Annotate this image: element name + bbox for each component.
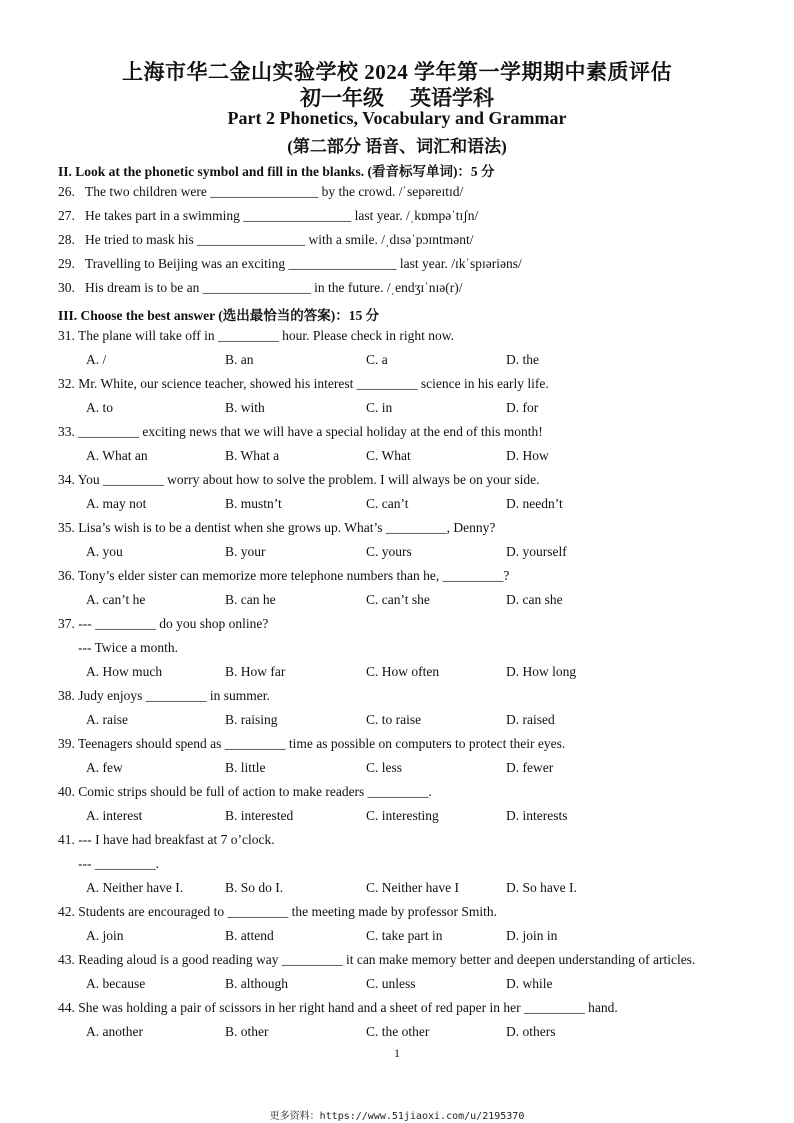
option-d: D. So have I. [506,880,577,895]
phonetic-item [58,280,463,296]
question-stem: 39. Teenagers should spend as _________ time as possible on computers to protect their eyes. [58,736,566,751]
option-b: B. So do I. [225,880,284,895]
phonetic-item [58,256,522,272]
option-a: A. few [86,760,123,775]
option-c: C. less [366,760,403,775]
item-text: The two children were ________________ by the crowd. /ˈsepəreɪtɪd/ [85,184,464,199]
option-d: D. while [506,976,553,991]
question-stem: 31. The plane will take off in _________ hour. Please check in right now. [58,328,455,343]
section-3-heading: III. Choose the best answer (选出最恰当的答案)：15 分 [58,308,380,323]
option-d: D. needn’t [506,496,563,511]
question-stem: 35. Lisa’s wish is to be a dentist when she grows up. What’s _________, Denny? [58,520,496,535]
option-c: C. can’t she [366,592,430,607]
option-b: B. mustn’t [225,496,282,511]
option-a: A. What an [86,448,148,463]
item-number: 26. [58,184,75,199]
option-b: B. can he [225,592,276,607]
option-b: B. although [225,976,288,991]
option-b: B. interested [225,808,294,823]
question-stem: 41. --- I have had breakfast at 7 o’clock. [58,832,275,847]
question-stem: 43. Reading aloud is a good reading way _________ it can make memory better and deepen understanding of articles. [58,952,696,967]
option-d: D. others [506,1024,556,1039]
option-d: D. the [506,352,539,367]
section-2-heading: II. Look at the phonetic symbol and fill in the blanks. (看音标写单词)：5 分 [58,164,495,179]
option-b: B. your [225,544,266,559]
option-a: A. interest [86,808,143,823]
item-text: He tried to mask his ________________ with a smile. /ˌdɪsəˈpɔɪntmənt/ [85,232,474,247]
option-c: C. the other [366,1024,430,1039]
dialogue-reply: --- _________. [78,856,159,871]
option-b: B. little [225,760,266,775]
option-c: C. a [366,352,388,367]
subject-label: 英语学科 [410,86,494,110]
item-text: He takes part in a swimming ________________ last year. /ˌkɒmpəˈtɪʃn/ [85,208,479,223]
option-c: C. yours [366,544,412,559]
option-b: B. other [225,1024,269,1039]
question-stem: 38. Judy enjoys _________ in summer. [58,688,270,703]
item-number: 27. [58,208,75,223]
option-a: A. to [86,400,113,415]
option-a: A. join [86,928,124,943]
option-a: A. another [86,1024,143,1039]
option-a: A. you [86,544,123,559]
option-a: A. can’t he [86,592,146,607]
page-number: 1 [394,1046,400,1060]
option-c: C. in [366,400,393,415]
option-a: A. raise [86,712,128,727]
option-c: C. Neither have I [366,880,459,895]
option-c: C. take part in [366,928,443,943]
item-number: 28. [58,232,75,247]
question-stem: 33. _________ exciting news that we will have a special holiday at the end of this month! [58,424,543,439]
option-b: B. with [225,400,265,415]
item-text: Travelling to Beijing was an exciting ________________ last year. /ɪkˈspɪəriəns/ [85,256,522,271]
item-number: 30. [58,280,75,295]
dialogue-reply: --- Twice a month. [78,640,179,655]
option-b: B. What a [225,448,280,463]
option-b: B. How far [225,664,286,679]
option-b: B. raising [225,712,278,727]
option-b: B. attend [225,928,274,943]
option-d: D. interests [506,808,568,823]
option-c: C. interesting [366,808,439,823]
part-title: Part 2 Phonetics, Vocabulary and Grammar [227,108,567,128]
option-d: D. yourself [506,544,567,559]
question-stem: 36. Tony’s elder sister can memorize more telephone numbers than he, _________? [58,568,510,583]
option-c: C. How often [366,664,440,679]
question-stem: 42. Students are encouraged to _________ the meeting made by professor Smith. [58,904,498,919]
option-a: A. Neither have I. [86,880,184,895]
option-a: A. / [86,352,107,367]
grade-label: 初一年级 [300,86,384,110]
option-d: D. can she [506,592,563,607]
option-b: B. an [225,352,254,367]
question-stem: 40. Comic strips should be full of action to make readers _________. [58,784,432,799]
option-c: C. to raise [366,712,422,727]
option-d: D. fewer [506,760,554,775]
question-stem: 44. She was holding a pair of scissors in her right hand and a sheet of red paper in her _________ hand. [58,1000,618,1015]
option-d: D. join in [506,928,558,943]
question-stem: 34. You _________ worry about how to solve the problem. I will always be on your side. [58,472,540,487]
item-number: 29. [58,256,75,271]
option-c: C. unless [366,976,416,991]
option-d: D. raised [506,712,555,727]
question-stem: 32. Mr. White, our science teacher, showed his interest _________ science in his early life. [58,376,549,391]
option-c: C. What [366,448,411,463]
option-d: D. How [506,448,549,463]
option-a: A. may not [86,496,147,511]
option-a: A. How much [86,664,163,679]
phonetic-item [58,232,473,248]
footer-link[interactable]: 更多资料：https://www.51jiaoxi.com/u/2195370 [269,1111,525,1122]
option-c: C. can’t [366,496,409,511]
option-a: A. because [86,976,146,991]
question-stem: 37. --- _________ do you shop online? [58,616,269,631]
exam-title: 上海市华二金山实验学校 2024 学年第一学期期中素质评估 [122,60,672,84]
phonetic-item [58,208,478,224]
part-subtitle: (第二部分 语音、词汇和语法) [287,137,507,156]
option-d: D. for [506,400,539,415]
option-d: D. How long [506,664,577,679]
item-text: His dream is to be an ________________ in the future. /ˌendʒɪˈnɪə(r)/ [85,280,463,295]
phonetic-item [58,184,463,200]
